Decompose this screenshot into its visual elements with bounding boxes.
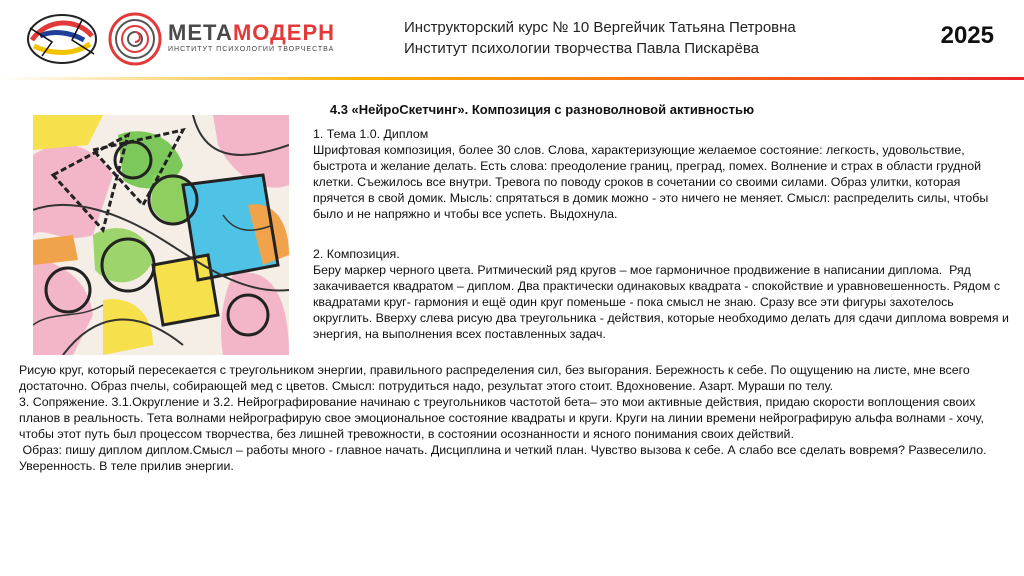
slide-title: 4.3 «НейроСкетчинг». Композиция с разноволновой активностью: [329, 102, 755, 117]
course-title: Инструкторский курс № 10 Вергейчик Татьяна Петровна: [404, 19, 796, 36]
paragraph-conjugation: Рисую круг, который пересекается с треугольником энергии, правильного распределения сил, без выгорания. Бережность к себе. По ощущению на листе, мне всего достаточно. Образ пчелы, собирающей мед с цветов. Смысл: потрудиться надо, результат этого стоит. Вдохновение. Азарт. Мураши по телу. 3. Сопряжение. 3.1.Округление и 3.2. Нейрографирование начинаю с треугольников частотой бета– это мои активные действия, придаю скорости воплощения своих планов в реальность. Тета волнами нейрографирую свое эмоциональное состояние квадраты и круги. Круги на линии времени нейрографирую альфа волнами - хочу, чтобы этот путь был процессом творчества, без лишней тревожности, в состоянии осознанности и ясного понимания своих действий. Образ: пишу диплом диплом.Смысл – работы много - главное начать. Дисциплина и четкий план. Чувство вызова к себе. А слабо все сделать вовремя? Развеселило. Уверенность. В теле прилив энергии.: [19, 363, 987, 473]
logo-wordmark-part2: МОДЕРН: [232, 20, 336, 45]
paragraph-theme: 1. Тема 1.0. Диплом Шрифтовая композиция, более 30 слов. Слова, характеризующие желаемое состояние: легкость, удовольствие, быстрота и желание делать. Есть слова: преодоление границ, преград, помех. Волнение и страх в области грудной клетки. Съежилось все внутри. Тревога по поводу сроков в сочетании со своими силами. Образ улитки, которая прячется в свой домик. Мысль: спрятаться в домик можно - это ничего не меняет. Смысл: распределить силы, чтобы было и не напряжно и чтобы все успеть. Выдохнула.: [313, 127, 989, 221]
logo-wordmark: [168, 20, 335, 46]
slide-header: [0, 0, 1024, 78]
neurographic-logo-icon: [22, 10, 102, 68]
paragraph-composition: 2. Композиция. Беру маркер черного цвета. Ритмический ряд кругов – мое гармоничное продвижение в написании диплома. Ряд закачивается квадратом – диплом. Два практически одинаковых квадрата - спокойствие и уравновешенность. Рядом с квадратами круг- гармония и ещё один круг поменьше - пока смысл не знаю. Сразу все эти фигуры захотелось округлить. Вверху слева рисую два треугольника - действия, которые необходимо делать для сдачи диплома вовремя и энергия, на выполнения всех поставленных задач.: [313, 247, 1009, 341]
institute-name: Институт психологии творчества Павла Пискарёва: [404, 40, 759, 57]
logo-subtitle: ИНСТИТУТ ПСИХОЛОГИИ ТВОРЧЕСТВА: [168, 46, 335, 53]
logo-wordmark-part1: МЕТА: [168, 20, 233, 45]
neurographic-artwork: [33, 115, 289, 355]
header-divider: [0, 77, 1024, 80]
metamodern-spiral-icon: [108, 8, 162, 70]
year-label: 2025: [940, 22, 994, 49]
